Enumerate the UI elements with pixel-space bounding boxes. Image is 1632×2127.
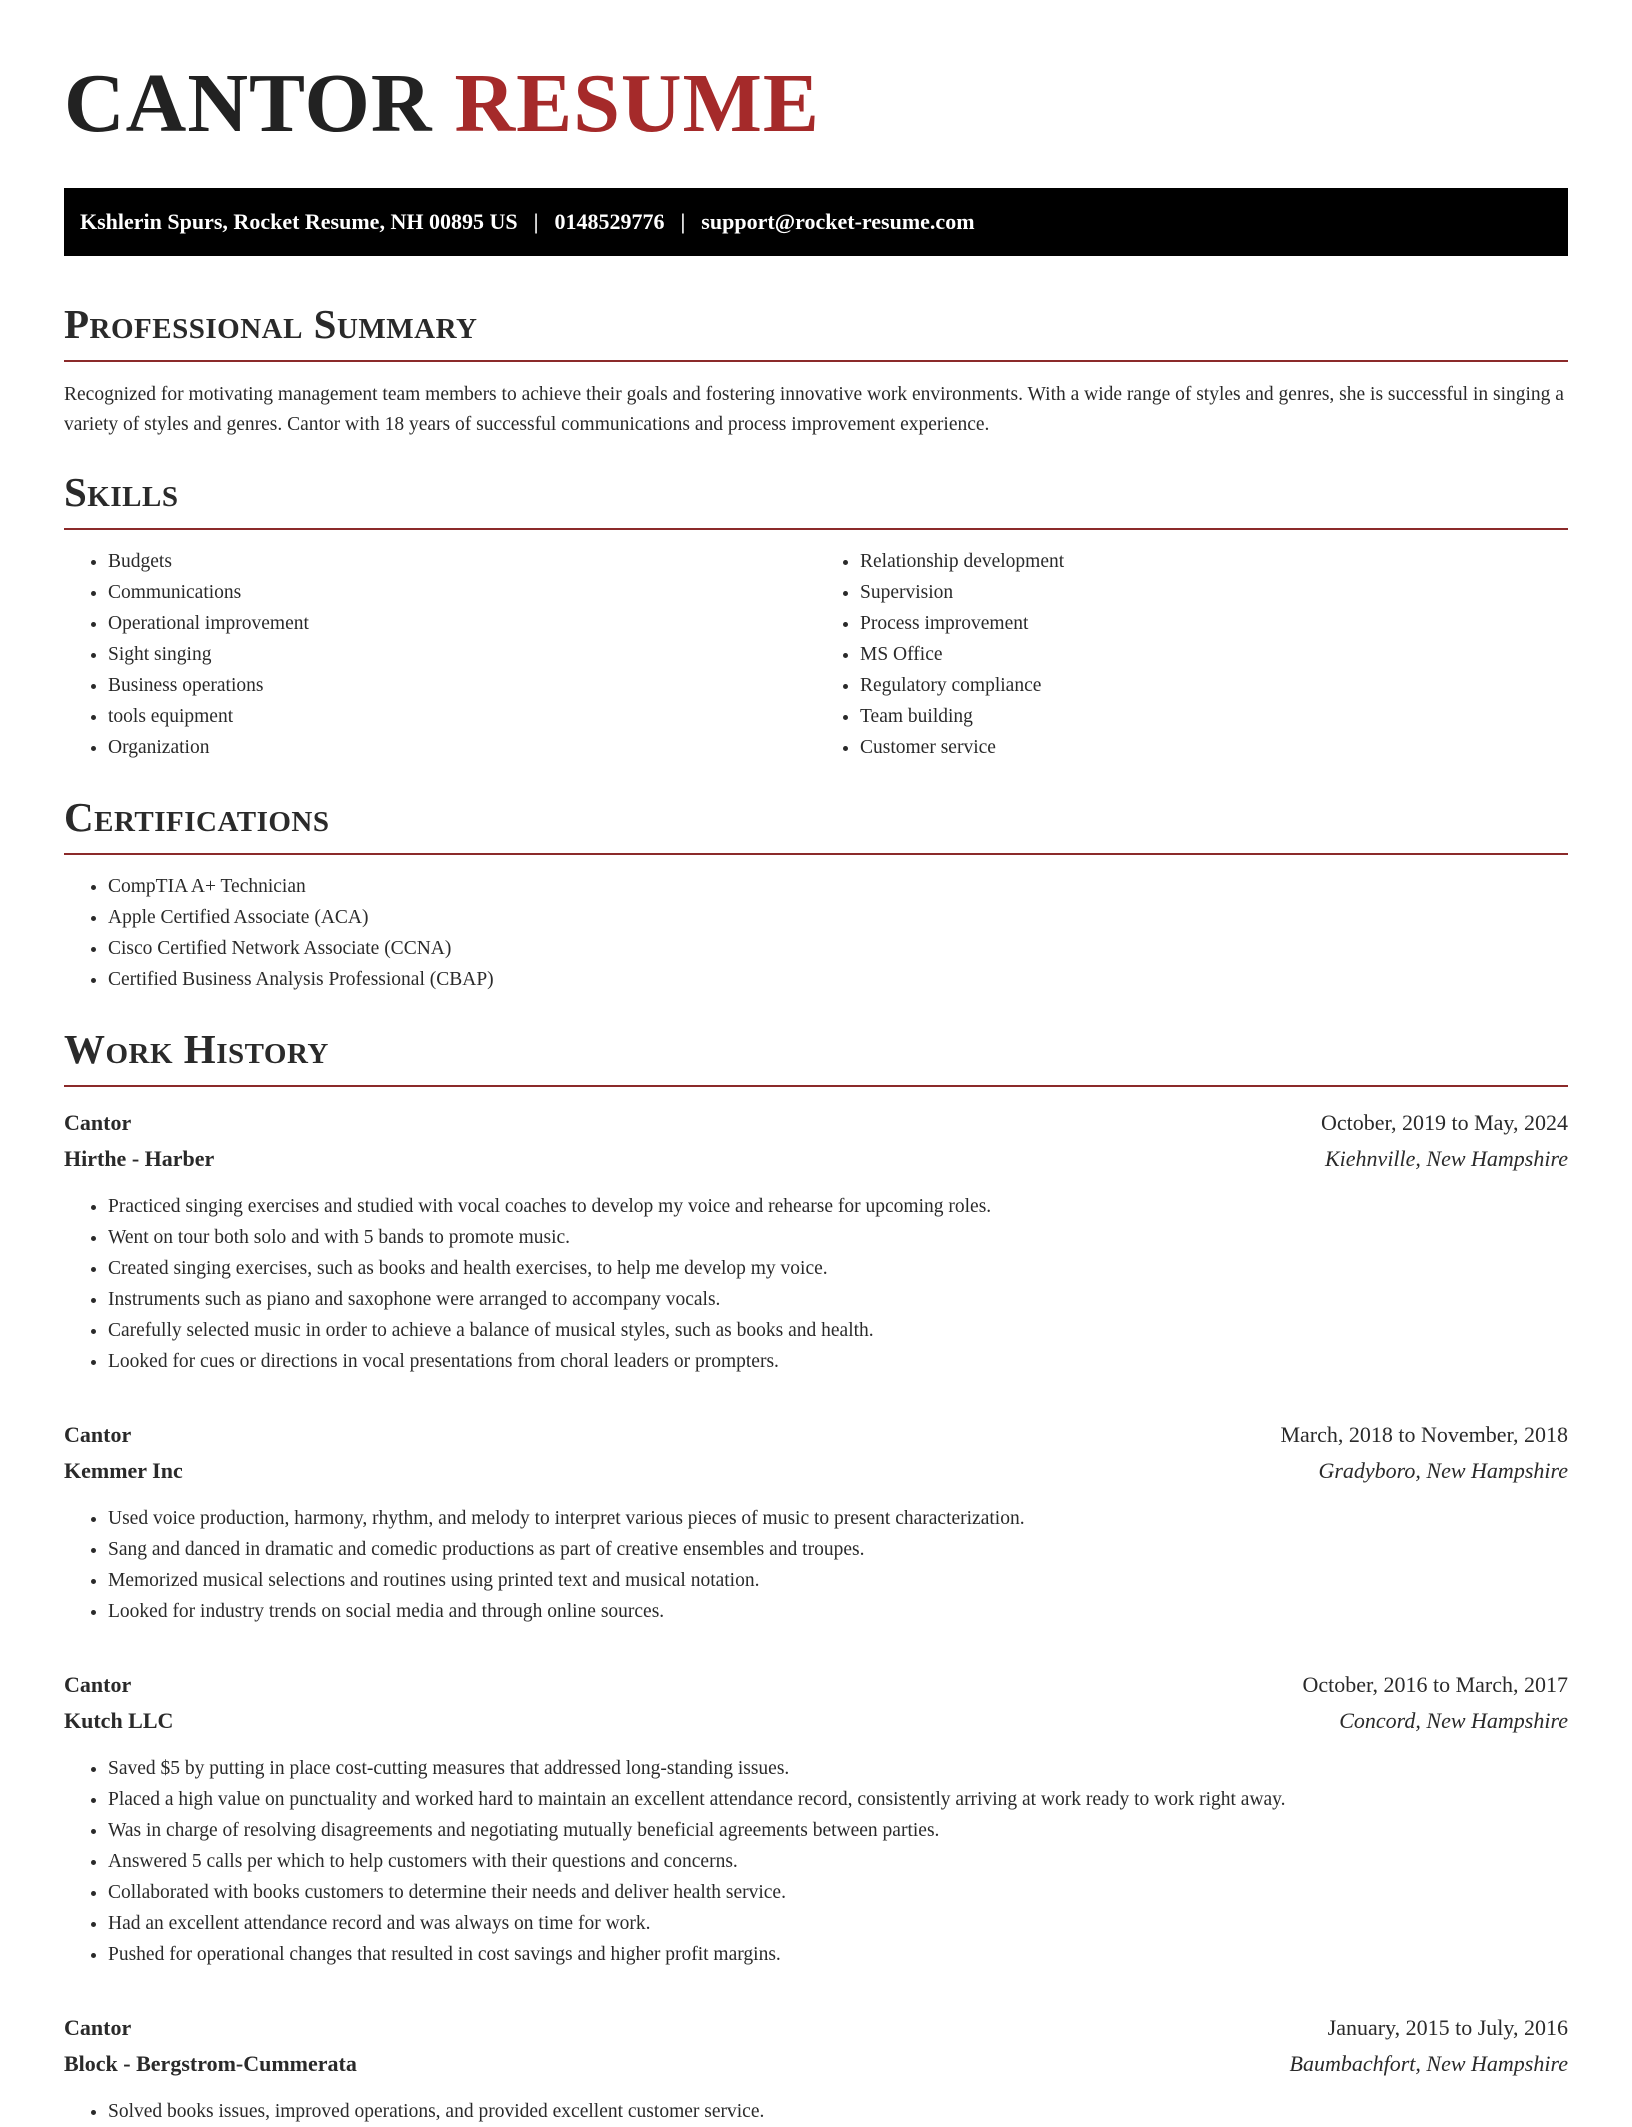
list-item: • Went on tour both solo and with 5 bands to promote music.: [108, 1222, 1568, 1253]
job-company: Kutch LLC: [64, 1708, 174, 1733]
skills-columns: [64, 530, 1568, 763]
list-item: • Cisco Certified Network Associate (CCNA): [108, 933, 1568, 964]
first-name: CANTOR: [64, 57, 433, 150]
job-company: Hirthe - Harber: [64, 1146, 215, 1171]
job-dates: October, 2019 to May, 2024: [1321, 1110, 1568, 1135]
skills-list-left: [64, 546, 816, 763]
resume-name: [64, 56, 1568, 152]
list-item: • Business operations: [108, 670, 816, 701]
list-item: • Pushed for operational changes that resulted in cost savings and higher profit margins.: [108, 1939, 1568, 1970]
list-item: • Solved books issues, improved operations, and provided excellent customer service.: [108, 2096, 1568, 2127]
contact-email[interactable]: support@rocket-resume.com: [701, 209, 975, 234]
list-item: • Certified Business Analysis Professional (CBAP): [108, 964, 1568, 995]
job-dates: October, 2016 to March, 2017: [1302, 1672, 1568, 1697]
list-item: • Relationship development: [860, 546, 1568, 577]
skills-heading: Skills: [64, 468, 1568, 530]
list-item: • Communications: [108, 577, 816, 608]
list-item: • Organization: [108, 732, 816, 763]
job-entry: [64, 2010, 1568, 2127]
job-title: Cantor: [64, 1672, 132, 1697]
contact-separator: |: [680, 209, 686, 234]
job-location: Gradyboro, New Hampshire: [1318, 1458, 1568, 1483]
job-dates: January, 2015 to July, 2016: [1327, 2015, 1568, 2040]
list-item: • Sight singing: [108, 639, 816, 670]
list-item: • Operational improvement: [108, 608, 816, 639]
job-title: Cantor: [64, 2015, 132, 2040]
list-item: • Saved $5 by putting in place cost-cutting measures that addressed long-standing issues.: [108, 1753, 1568, 1784]
list-item: • Was in charge of resolving disagreements and negotiating mutually beneficial agreements between parties.: [108, 1815, 1568, 1846]
job-location: Concord, New Hampshire: [1339, 1708, 1568, 1733]
contact-bar: [64, 188, 1568, 256]
contact-separator: |: [533, 209, 539, 234]
job-bullets: [64, 1191, 1568, 1377]
list-item: • Regulatory compliance: [860, 670, 1568, 701]
list-item: • Memorized musical selections and routines using printed text and musical notation.: [108, 1565, 1568, 1596]
job-entry: [64, 1667, 1568, 1970]
list-item: • Customer service: [860, 732, 1568, 763]
job-location: Kiehnville, New Hampshire: [1325, 1146, 1568, 1171]
job-bullets: [64, 1503, 1568, 1627]
job-title: Cantor: [64, 1422, 132, 1447]
job-entry: [64, 1105, 1568, 1377]
list-item: • Process improvement: [860, 608, 1568, 639]
list-item: • Answered 5 calls per which to help customers with their questions and concerns.: [108, 1846, 1568, 1877]
certifications-heading: Certifications: [64, 793, 1568, 855]
list-item: • Team building: [860, 701, 1568, 732]
last-name: RESUME: [454, 57, 820, 150]
job-company: Kemmer Inc: [64, 1458, 183, 1483]
list-item: • MS Office: [860, 639, 1568, 670]
contact-phone: 0148529776: [554, 209, 665, 234]
job-company: Block - Bergstrom-Cummerata: [64, 2051, 357, 2076]
work-history-heading: Work History: [64, 1025, 1568, 1087]
list-item: • Looked for cues or directions in vocal presentations from choral leaders or prompters.: [108, 1346, 1568, 1377]
list-item: • Had an excellent attendance record and was always on time for work.: [108, 1908, 1568, 1939]
list-item: • Supervision: [860, 577, 1568, 608]
job-location: Baumbachfort, New Hampshire: [1289, 2051, 1568, 2076]
job-title: Cantor: [64, 1110, 132, 1135]
list-item: • Apple Certified Associate (ACA): [108, 902, 1568, 933]
list-item: • Placed a high value on punctuality and worked hard to maintain an excellent attendance record, consistently arriving at work ready to work right away.: [108, 1784, 1568, 1815]
list-item: • Instruments such as piano and saxophone were arranged to accompany vocals.: [108, 1284, 1568, 1315]
job-dates: March, 2018 to November, 2018: [1280, 1422, 1568, 1447]
summary-text: Recognized for motivating management team members to achieve their goals and fostering innovative work environments. With a wide range of styles and genres, she is successful in singing a variety of styles and genres. Cantor with 18 years of successful communications and process improvement experience.: [64, 384, 1564, 435]
skills-list-right: [816, 546, 1568, 763]
list-item: • Collaborated with books customers to determine their needs and deliver health service.: [108, 1877, 1568, 1908]
certifications-list: [64, 871, 1568, 995]
job-bullets: [64, 1753, 1568, 1970]
job-entry: [64, 1417, 1568, 1627]
list-item: • Practiced singing exercises and studied with vocal coaches to develop my voice and rehearse for upcoming roles.: [108, 1191, 1568, 1222]
list-item: • Created singing exercises, such as books and health exercises, to help me develop my voice.: [108, 1253, 1568, 1284]
list-item: • tools equipment: [108, 701, 816, 732]
summary-heading: Professional Summary: [64, 300, 1568, 362]
list-item: • Used voice production, harmony, rhythm, and melody to interpret various pieces of music to present characterization.: [108, 1503, 1568, 1534]
list-item: • CompTIA A+ Technician: [108, 871, 1568, 902]
list-item: • Carefully selected music in order to achieve a balance of musical styles, such as books and health.: [108, 1315, 1568, 1346]
list-item: • Budgets: [108, 546, 816, 577]
list-item: • Sang and danced in dramatic and comedic productions as part of creative ensembles and troupes.: [108, 1534, 1568, 1565]
list-item: • Looked for industry trends on social media and through online sources.: [108, 1596, 1568, 1627]
contact-address: Kshlerin Spurs, Rocket Resume, NH 00895 US: [80, 209, 518, 234]
